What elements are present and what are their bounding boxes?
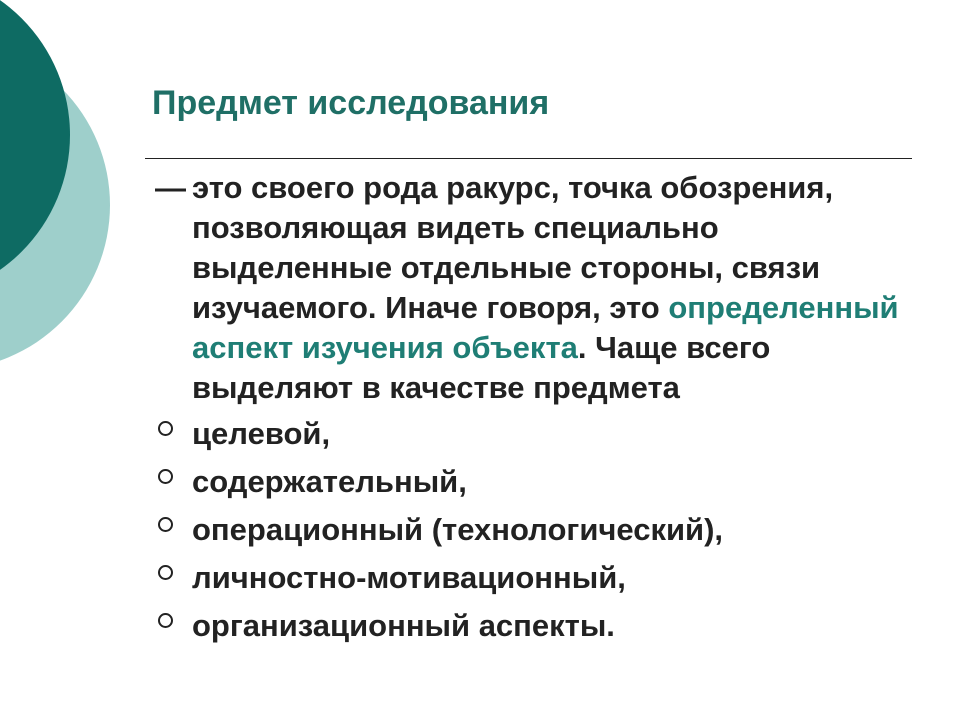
aspect-list [155, 414, 915, 654]
definition-text-part2: . Чаще всего выделяют в качестве предмета [192, 330, 771, 405]
list-item-text: содержательный, [192, 464, 467, 499]
list-item [155, 510, 915, 558]
definition-highlight: определенный аспект изучения объекта [192, 290, 899, 365]
hollow-circle-icon [158, 421, 173, 436]
list-item-text: организационный аспекты. [192, 608, 615, 643]
slide-body [155, 168, 915, 654]
list-item-text: личностно-мотивационный, [192, 560, 626, 595]
slide-title: Предмет исследования [152, 84, 550, 122]
definition-paragraph [155, 168, 915, 408]
list-item [155, 462, 915, 510]
list-item-text: целевой, [192, 416, 331, 451]
definition-text-part1: это своего рода ракурс, точка обозрения, позволяющая видеть специально выделенные отдельные стороны, связи изучаемого. Иначе говоря, это [192, 170, 834, 325]
list-item [155, 414, 915, 462]
list-item [155, 558, 915, 606]
list-item-text: операционный (технологический), [192, 512, 724, 547]
dash-marker: — [155, 170, 186, 205]
title-divider [145, 158, 912, 159]
hollow-circle-icon [158, 469, 173, 484]
hollow-circle-icon [158, 517, 173, 532]
hollow-circle-icon [158, 613, 173, 628]
hollow-circle-icon [158, 565, 173, 580]
list-item [155, 606, 915, 654]
